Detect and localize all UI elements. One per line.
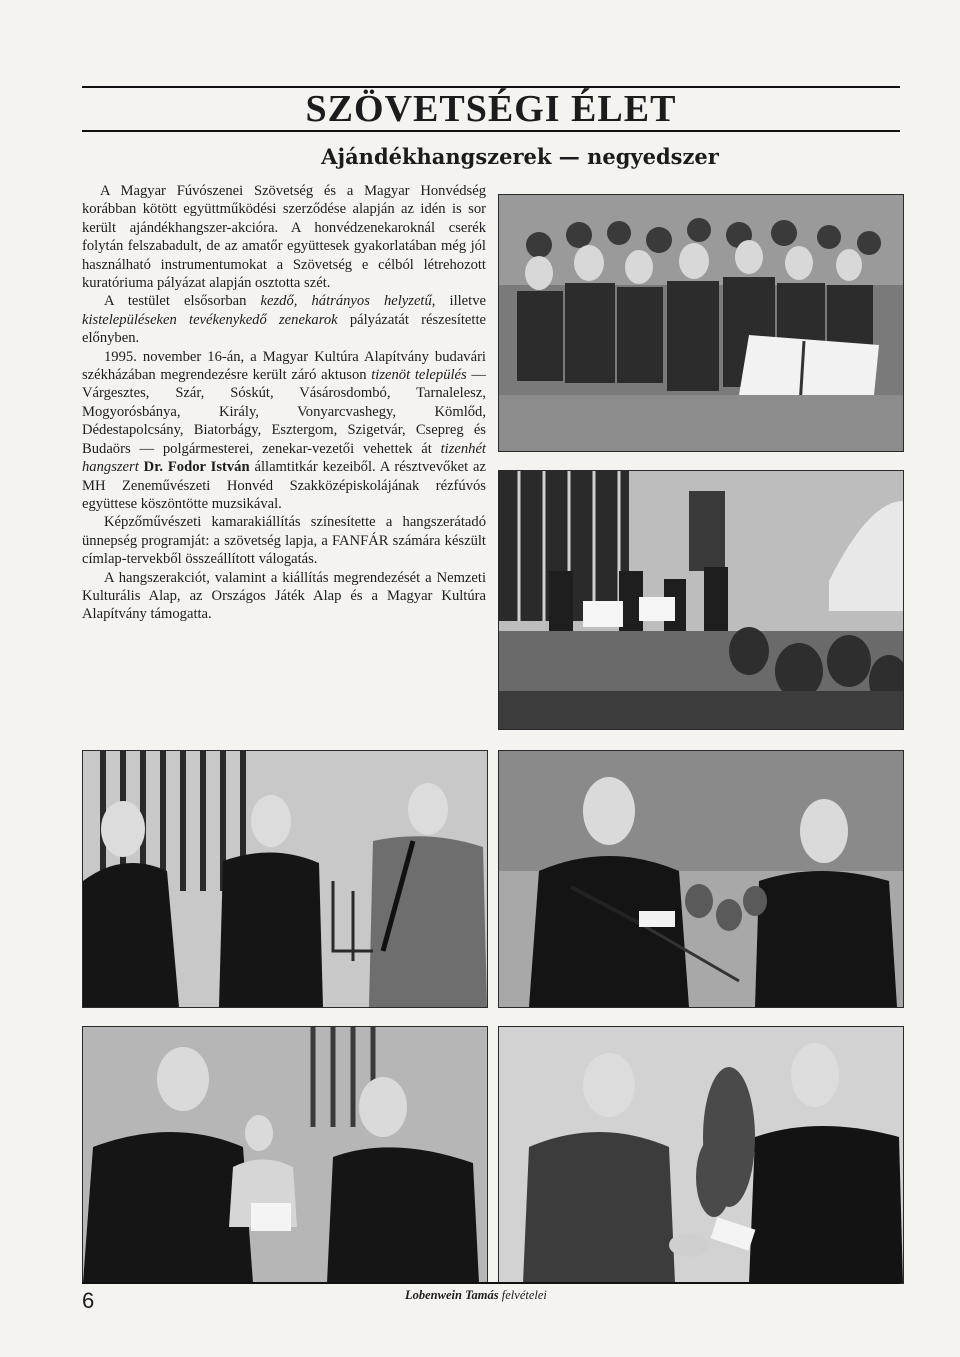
emphasis: tizenhét hangszert [82, 440, 486, 476]
presenters-photo [82, 750, 488, 1008]
emphasis: kistelepüléseken tevékenykedő zenekarok [82, 311, 338, 328]
article-paragraph: A testület elsősorban kezdő, hátrányos helyzetű, illetve kistelepüléseken tevékenykedő zenekarok pályázatát részesítette előnyben. [82, 293, 486, 347]
photo-credit: Lobenwein Tamás felvételei [405, 1288, 547, 1302]
band-photo [498, 470, 904, 730]
handover-photo-1 [82, 1026, 488, 1284]
speech-photo [498, 750, 904, 1008]
person-name: Dr. Fodor István [143, 459, 250, 476]
emphasis: tizenöt település [371, 367, 467, 384]
photographer-name: Lobenwein Tamás [405, 1288, 499, 1302]
section-title: SZÖVETSÉGI ÉLET [305, 88, 677, 130]
article-paragraph: 1995. november 16-án, a Magyar Kultúra Alapítvány budavári székházában megrendezésre került záró aktuson tizenöt település — Várgesztes, Szár, Sóskút, Vásárosdombó, Tarnalelesz, Mogyorósbánya, Király, Vonyarcvashegy, Kömlőd, Dédestapolcsány, Biatorbágy, Esztergom, Szigetvár, Csepreg és Budaörs — polgármesterei, zenekar-vezetői vehettek át tizenhét hangszert Dr. Fodor István államtitkár kezeiből. A résztvevőket az MH Zeneművészeti Honvéd Szakközépiskolájának rézfúvós együttese köszöntötte muzsikával. [82, 348, 487, 512]
article-paragraph: Képzőművészeti kamarakiállítás színesítette a hangszerátadó ünnepség programját: a szövetség lapja, a FANFÁR számára készült címlap-tervekből összeállított válogatás. [82, 514, 486, 568]
header-rule-bottom [82, 130, 900, 132]
article-body [82, 182, 486, 624]
article-paragraph: A hangszerakciót, valamint a kiállítás megrendezését a Nemzeti Kulturális Alap, az Országos Játék Alap és a Magyar Kultúra Alapítvány támogatta. [82, 569, 486, 623]
audience-photo [498, 194, 904, 452]
handover-photo-2 [498, 1026, 904, 1284]
article-headline: Ajándékhangszerek — negyedszer [321, 144, 719, 169]
emphasis: kezdő, hátrányos helyzetű [260, 293, 432, 310]
footer-rule [82, 1282, 900, 1284]
article-paragraph: A Magyar Fúvószenei Szövetség és a Magyar Honvédség korábban kötött együttműködési szerződése alapján az idén is sor került ajándékhangszer-akcióra. A honvédzenekaroknál cserék folytán felszabadult, de az amatőr együttesek gyakorlatában még jól használható instrumentumokat a Szövetség e célból létrehozott kuratóriuma pályázat alapján osztotta szét. [82, 183, 486, 292]
page-number: 6 [82, 1288, 95, 1313]
